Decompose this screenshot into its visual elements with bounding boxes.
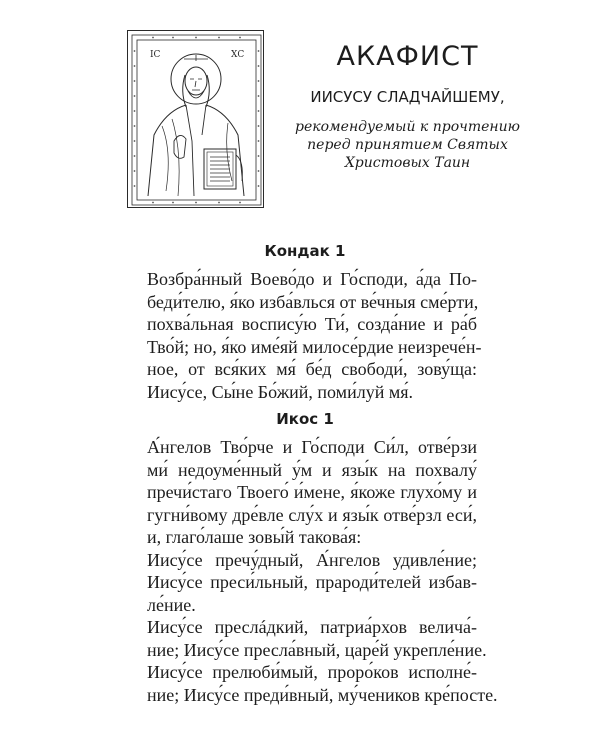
text-line: Иису́се, Сы́не Бо́жий, поми́луй мя́.	[147, 381, 413, 402]
text-line: гугни́вому дре́вле слу́х и язы́к отве́рзл еси́,	[147, 504, 477, 525]
text-line: ле́ние.	[147, 594, 196, 615]
christ-pantocrator-icon	[127, 30, 264, 208]
text-line: А́нгелов Тво́рче и Го́споди Си́л, отве́рзи	[147, 437, 477, 457]
text-line: ние; Иису́се пресла́вный, царе́й укрепле́ние.	[147, 639, 487, 660]
text-line: ное, от вся́ких мя́ бе́д свободи́, зову́ща:	[147, 359, 477, 379]
ikos-heading: Икос 1	[276, 410, 334, 428]
ikos-text	[147, 436, 498, 706]
text-line: беди́телю, я́ко изба́влься от ве́чныя сме́рти,	[147, 291, 479, 312]
note-line: рекомендуемый к прочтению	[295, 119, 520, 135]
note-line: Христовых Таин	[344, 155, 471, 171]
kontak-heading: Кондак 1	[264, 242, 346, 260]
page-title: АКАФИСТ	[336, 41, 479, 72]
icon-label-right: ХС	[231, 50, 245, 60]
text-line: ние; Иису́се преди́вный, му́чеников кре́посте.	[147, 684, 498, 705]
icon-label-left: ІС	[150, 50, 161, 60]
text-line: Иису́се пречу́дный, А́нгелов удивле́ние;	[147, 549, 477, 570]
text-line: похва́льная воспису́ю Ти́, созда́ние и ра́б	[147, 314, 477, 334]
icon-drawing	[128, 31, 265, 209]
text-line: ми́ недоуме́нный у́м и язы́к на похвалу́	[147, 459, 477, 480]
text-line: Иису́се преси́льный, прароди́телей избав-	[147, 572, 477, 592]
kontak-text	[147, 268, 482, 403]
page-note	[280, 118, 535, 172]
page-subtitle: ИИСУСУ СЛАДЧАЙШЕМУ,	[310, 88, 505, 106]
note-line: перед принятием Святых	[307, 137, 508, 153]
text-line: и, глаго́лаше зовы́й такова́я:	[147, 527, 362, 547]
text-line: Возбра́нный Воево́до и Го́споди, а́да По-	[147, 269, 477, 289]
text-line: пречи́стаго Твоего́ и́мене, я́коже глухо́му и	[147, 482, 477, 502]
text-line: Иису́се преслáдкий, патриа́рхов велича́-	[147, 617, 477, 637]
text-line: Иису́се прелюби́мый, проро́ков исполне́-	[147, 662, 477, 682]
text-line: Тво́й; но, я́ко име́яй милосе́рдие неизрече́н-	[147, 336, 482, 357]
